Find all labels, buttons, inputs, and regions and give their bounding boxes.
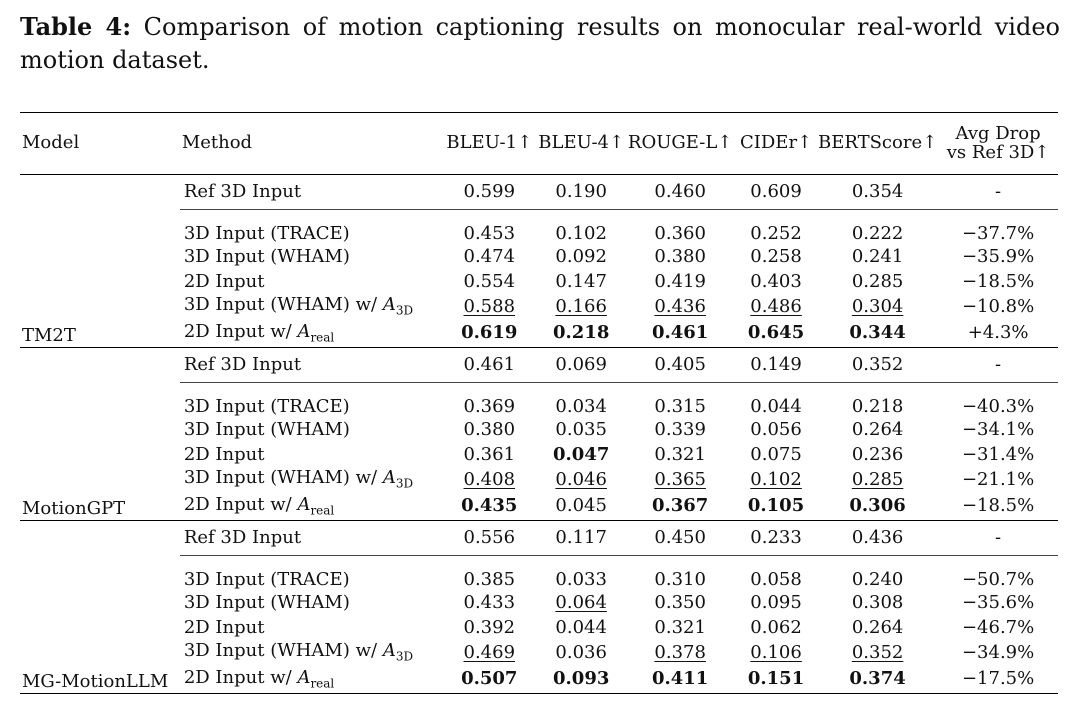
method-label: Ref 3D Input (183, 526, 302, 548)
metric-value: 0.315 (654, 395, 706, 417)
method-suffix-w: w/ (355, 640, 378, 662)
metric-cider (735, 521, 817, 556)
table-row (20, 210, 1058, 245)
metric-bleu1 (441, 348, 537, 383)
metric-bleu4 (537, 418, 625, 443)
metric-value: 0.408 (463, 468, 516, 490)
metric-value: 0.436 (654, 295, 706, 317)
method-label: 3D Input (TRACE) (183, 568, 350, 590)
metric-cider (735, 556, 817, 591)
header-avg-drop-line2: vs Ref 3D↑ (946, 141, 1050, 163)
metric-value: 0.380 (463, 418, 516, 440)
metric-bleu1 (441, 245, 537, 270)
metric-value: 0.609 (750, 180, 802, 202)
method-cell (180, 443, 442, 468)
metric-bleu4 (537, 210, 625, 245)
metric-value: 0.218 (553, 321, 610, 343)
method-suffix-sub: real (310, 676, 335, 691)
metric-value: 0.304 (851, 295, 904, 317)
method-label: 3D Input (TRACE) (183, 395, 350, 417)
metric-rouge (625, 295, 735, 320)
metric-cider (735, 418, 817, 443)
metric-value: 0.166 (555, 295, 607, 317)
method-suffix-sub: 3D (395, 304, 414, 318)
metric-bleu4 (537, 666, 625, 694)
metric-bleu4 (537, 468, 625, 493)
method-cell (180, 641, 442, 666)
method-suffix (264, 320, 335, 345)
metric-bleu4 (537, 493, 625, 521)
metric-avg-drop: - (938, 521, 1058, 556)
metric-bleu4 (537, 616, 625, 641)
model-group (20, 348, 1058, 521)
metric-value: 0.367 (651, 494, 709, 516)
metric-rouge (625, 556, 735, 591)
caption-label: Table 4: (20, 12, 132, 41)
metric-value: 0.645 (747, 321, 805, 343)
metric-avg-drop: −46.7% (961, 616, 1035, 638)
metric-value: 0.151 (747, 667, 805, 689)
method-suffix (350, 294, 414, 318)
method-label: 3D Input (WHAM) (183, 591, 350, 613)
metric-avg-drop: −34.9% (961, 641, 1035, 663)
metric-bertscore (817, 493, 938, 521)
metric-value: 0.310 (654, 568, 706, 590)
metric-avg-drop: −40.3% (961, 395, 1035, 417)
metric-value: 0.034 (555, 395, 607, 417)
metric-value: 0.352 (851, 353, 904, 375)
model-name: MG-MotionLLM (22, 671, 169, 693)
metric-bertscore (817, 348, 938, 383)
method-label: Ref 3D Input (183, 180, 302, 202)
method-cell (180, 556, 442, 591)
metric-value: 0.321 (654, 443, 706, 465)
metric-rouge (625, 418, 735, 443)
metric-rouge (625, 383, 735, 418)
method-suffix-w: w/ (270, 320, 292, 342)
metric-bleu4 (537, 591, 625, 616)
metric-cider (735, 348, 817, 383)
metric-value: 0.236 (851, 443, 904, 465)
metric-value: 0.486 (750, 295, 802, 317)
method-suffix-w: w/ (270, 666, 292, 688)
metric-avg-drop: −18.5% (961, 270, 1035, 292)
method-cell (180, 493, 442, 521)
method-label: Ref 3D Input (183, 353, 302, 375)
metric-value: 0.385 (463, 568, 516, 590)
metric-avg-drop: −31.4% (961, 443, 1035, 465)
header-bleu4: BLEU-4↑ (538, 132, 625, 154)
method-suffix-sub: 3D (395, 477, 414, 491)
metric-cider (735, 666, 817, 694)
metric-avg-drop: −35.9% (961, 245, 1035, 267)
method-label: 2D Input (183, 270, 265, 292)
metric-bleu4 (537, 556, 625, 591)
metric-bleu1 (441, 666, 537, 694)
metric-value: 0.556 (463, 526, 516, 548)
metric-value: 0.056 (750, 418, 802, 440)
metric-bleu4 (537, 320, 625, 348)
metric-bleu1 (441, 418, 537, 443)
metric-value: 0.450 (654, 526, 706, 548)
metric-rouge (625, 175, 735, 210)
metric-bertscore (817, 666, 938, 694)
method-label: 3D Input (WHAM) (183, 294, 350, 316)
metric-cider (735, 210, 817, 245)
metric-value: 0.036 (555, 641, 607, 663)
metric-bleu1 (441, 270, 537, 295)
metric-bleu1 (441, 556, 537, 591)
header-cider: CIDEr↑ (739, 132, 813, 154)
metric-value: 0.461 (651, 321, 709, 343)
metric-rouge (625, 666, 735, 694)
method-suffix (350, 467, 414, 491)
metric-rouge (625, 641, 735, 666)
metric-value: 0.045 (555, 494, 607, 516)
metric-bertscore (817, 418, 938, 443)
metric-bertscore (817, 270, 938, 295)
metric-value: 0.378 (654, 641, 706, 663)
metric-value: 0.285 (851, 468, 904, 490)
metric-cider (735, 245, 817, 270)
caption-text: Comparison of motion captioning results on monocular real-world video motion dataset. (20, 13, 1060, 74)
method-label: 2D Input (183, 320, 265, 342)
metric-value: 0.044 (750, 395, 802, 417)
metric-value: 0.252 (750, 222, 802, 244)
metric-cider (735, 295, 817, 320)
metric-bertscore (817, 556, 938, 591)
metric-value: 0.599 (463, 180, 516, 202)
metric-bleu1 (441, 443, 537, 468)
model-cell-empty (20, 521, 180, 556)
metric-bleu1 (441, 210, 537, 245)
metric-bertscore (817, 245, 938, 270)
method-label: 3D Input (WHAM) (183, 467, 350, 489)
metric-avg-drop: - (938, 175, 1058, 210)
table-row (20, 556, 1058, 591)
metric-value: 0.354 (851, 180, 904, 202)
metric-value: 0.460 (654, 180, 706, 202)
method-suffix-w: w/ (270, 493, 292, 515)
metric-value: 0.190 (555, 180, 607, 202)
metric-value: 0.374 (849, 667, 906, 689)
metric-value: 0.350 (654, 591, 706, 613)
method-suffix (350, 640, 414, 664)
model-cell-empty (20, 348, 180, 383)
metric-value: 0.117 (555, 526, 607, 548)
metric-bleu1 (441, 468, 537, 493)
metric-value: 0.392 (463, 616, 516, 638)
header-avg-drop-line1: Avg Drop (955, 122, 1041, 144)
method-suffix-a: A (382, 467, 396, 489)
table-row (20, 521, 1058, 556)
metric-bleu4 (537, 641, 625, 666)
metric-value: 0.058 (750, 568, 802, 590)
metric-cider (735, 175, 817, 210)
metric-bleu4 (537, 521, 625, 556)
metric-bleu4 (537, 383, 625, 418)
model-name: TM2T (22, 325, 76, 347)
metric-value: 0.339 (654, 418, 706, 440)
metric-value: 0.380 (654, 245, 706, 267)
method-suffix-sub: 3D (395, 650, 414, 664)
metric-value: 0.419 (654, 270, 706, 292)
metric-bleu1 (441, 320, 537, 348)
metric-value: 0.453 (463, 222, 516, 244)
metric-bertscore (817, 210, 938, 245)
metric-avg-drop: −35.6% (961, 591, 1035, 613)
metric-value: 0.147 (555, 270, 607, 292)
header-bertscore: BERTScore↑ (817, 132, 938, 154)
metric-rouge (625, 320, 735, 348)
metric-bertscore (817, 641, 938, 666)
metric-value: 0.062 (750, 616, 802, 638)
metric-value: 0.321 (654, 616, 706, 638)
metric-value: 0.105 (747, 494, 805, 516)
metric-value: 0.258 (750, 245, 802, 267)
metric-cider (735, 320, 817, 348)
metric-value: 0.507 (461, 667, 518, 689)
metric-bleu1 (441, 521, 537, 556)
method-cell (180, 616, 442, 641)
table-header (20, 113, 1058, 175)
metric-bertscore (817, 383, 938, 418)
metric-avg-drop: −37.7% (961, 222, 1035, 244)
method-cell (180, 295, 442, 320)
metric-bleu4 (537, 270, 625, 295)
metric-avg-drop: −18.5% (961, 494, 1035, 516)
metric-avg-drop: −50.7% (961, 568, 1035, 590)
model-name: MotionGPT (22, 498, 126, 520)
metric-value: 0.092 (555, 245, 607, 267)
header-rouge: ROUGE-L↑ (627, 132, 733, 154)
results-table (20, 112, 1058, 694)
metric-bertscore (817, 175, 938, 210)
metric-value: 0.344 (849, 321, 906, 343)
metric-cider (735, 641, 817, 666)
metric-value: 0.403 (750, 270, 802, 292)
metric-rouge (625, 591, 735, 616)
method-suffix-a: A (382, 294, 396, 316)
method-suffix-a: A (297, 320, 311, 342)
metric-value: 0.241 (851, 245, 904, 267)
metric-bleu1 (441, 616, 537, 641)
metric-value: 0.264 (851, 616, 904, 638)
header-method: Method (181, 132, 253, 154)
method-suffix-a: A (382, 640, 396, 662)
metric-value: 0.035 (555, 418, 607, 440)
metric-value: 0.405 (654, 353, 706, 375)
metric-bleu1 (441, 175, 537, 210)
method-suffix-sub: real (310, 330, 335, 345)
metric-bleu4 (537, 295, 625, 320)
metric-value: 0.352 (851, 641, 904, 663)
method-label: 3D Input (TRACE) (183, 222, 350, 244)
metric-avg-drop: +4.3% (967, 321, 1029, 343)
model-group (20, 521, 1058, 694)
metric-value: 0.233 (750, 526, 802, 548)
metric-value: 0.554 (463, 270, 516, 292)
metric-bertscore (817, 295, 938, 320)
metric-bleu1 (441, 493, 537, 521)
metric-cider (735, 468, 817, 493)
table-row (20, 348, 1058, 383)
metric-value: 0.365 (654, 468, 706, 490)
metric-value: 0.218 (851, 395, 904, 417)
method-label: 3D Input (WHAM) (183, 640, 350, 662)
metric-avg-drop: - (938, 348, 1058, 383)
metric-value: 0.069 (555, 353, 607, 375)
metric-value: 0.588 (463, 295, 516, 317)
method-label: 2D Input (183, 493, 265, 515)
metric-value: 0.106 (750, 641, 802, 663)
model-group (20, 175, 1058, 348)
metric-cider (735, 591, 817, 616)
metric-bleu1 (441, 591, 537, 616)
method-cell (180, 418, 442, 443)
metric-bleu1 (441, 383, 537, 418)
method-suffix-w: w/ (355, 467, 378, 489)
metric-cider (735, 270, 817, 295)
method-cell (180, 591, 442, 616)
method-cell (180, 320, 442, 348)
metric-bertscore (817, 616, 938, 641)
metric-value: 0.285 (851, 270, 904, 292)
metric-value: 0.308 (851, 591, 904, 613)
metric-cider (735, 383, 817, 418)
header-bleu1: BLEU-1↑ (446, 132, 533, 154)
metric-value: 0.064 (555, 591, 607, 613)
method-suffix-sub: real (310, 503, 335, 518)
metric-avg-drop: −21.1% (961, 468, 1035, 490)
method-label: 3D Input (WHAM) (183, 245, 350, 267)
metric-value: 0.469 (463, 641, 516, 663)
metric-bertscore (817, 443, 938, 468)
model-cell-empty (20, 175, 180, 210)
metric-rouge (625, 245, 735, 270)
metric-rouge (625, 270, 735, 295)
metric-cider (735, 493, 817, 521)
table-row (20, 175, 1058, 210)
metric-avg-drop: −17.5% (961, 667, 1035, 689)
metric-value: 0.075 (750, 443, 802, 465)
metric-value: 0.033 (555, 568, 607, 590)
method-suffix (264, 666, 335, 691)
metric-cider (735, 443, 817, 468)
method-label: 2D Input (183, 666, 265, 688)
method-label: 2D Input (183, 616, 265, 638)
metric-bleu4 (537, 348, 625, 383)
metric-bleu1 (441, 295, 537, 320)
method-cell (180, 210, 442, 245)
header-model: Model (22, 132, 80, 154)
metric-value: 0.360 (654, 222, 706, 244)
metric-value: 0.411 (651, 667, 709, 689)
table-row (20, 383, 1058, 418)
metric-value: 0.433 (463, 591, 516, 613)
method-suffix-a: A (297, 666, 311, 688)
method-cell (180, 245, 442, 270)
metric-value: 0.619 (461, 321, 518, 343)
method-label: 3D Input (WHAM) (183, 418, 350, 440)
metric-value: 0.461 (463, 353, 516, 375)
method-cell (180, 383, 442, 418)
metric-value: 0.369 (463, 395, 516, 417)
table-caption (20, 10, 1060, 77)
metric-value: 0.046 (555, 468, 607, 490)
metric-rouge (625, 493, 735, 521)
metric-value: 0.222 (851, 222, 904, 244)
method-cell (180, 175, 442, 210)
metric-rouge (625, 521, 735, 556)
metric-value: 0.047 (553, 443, 610, 465)
metric-value: 0.435 (461, 494, 518, 516)
metric-value: 0.093 (553, 667, 610, 689)
metric-value: 0.306 (849, 494, 906, 516)
metric-value: 0.240 (851, 568, 904, 590)
method-cell (180, 666, 442, 694)
method-suffix-a: A (297, 493, 311, 515)
metric-bleu1 (441, 641, 537, 666)
metric-avg-drop: −10.8% (961, 295, 1035, 317)
metric-bertscore (817, 591, 938, 616)
metric-cider (735, 616, 817, 641)
method-cell (180, 348, 442, 383)
metric-bertscore (817, 521, 938, 556)
metric-value: 0.102 (750, 468, 802, 490)
metric-value: 0.474 (463, 245, 516, 267)
metric-rouge (625, 210, 735, 245)
metric-value: 0.044 (555, 616, 607, 638)
metric-value: 0.095 (750, 591, 802, 613)
method-label: 2D Input (183, 443, 265, 465)
metric-value: 0.102 (555, 222, 607, 244)
metric-avg-drop: −34.1% (961, 418, 1035, 440)
metric-rouge (625, 443, 735, 468)
metric-bleu4 (537, 245, 625, 270)
method-cell (180, 270, 442, 295)
metric-rouge (625, 468, 735, 493)
header-avg-drop (938, 113, 1058, 175)
method-cell (180, 468, 442, 493)
method-suffix (264, 493, 335, 518)
metric-value: 0.436 (851, 526, 904, 548)
metric-bleu4 (537, 443, 625, 468)
metric-bertscore (817, 320, 938, 348)
metric-rouge (625, 348, 735, 383)
metric-value: 0.264 (851, 418, 904, 440)
method-suffix-w: w/ (355, 294, 378, 316)
metric-value: 0.361 (463, 443, 516, 465)
metric-rouge (625, 616, 735, 641)
metric-bleu4 (537, 175, 625, 210)
method-cell (180, 521, 442, 556)
metric-bertscore (817, 468, 938, 493)
metric-value: 0.149 (750, 353, 802, 375)
